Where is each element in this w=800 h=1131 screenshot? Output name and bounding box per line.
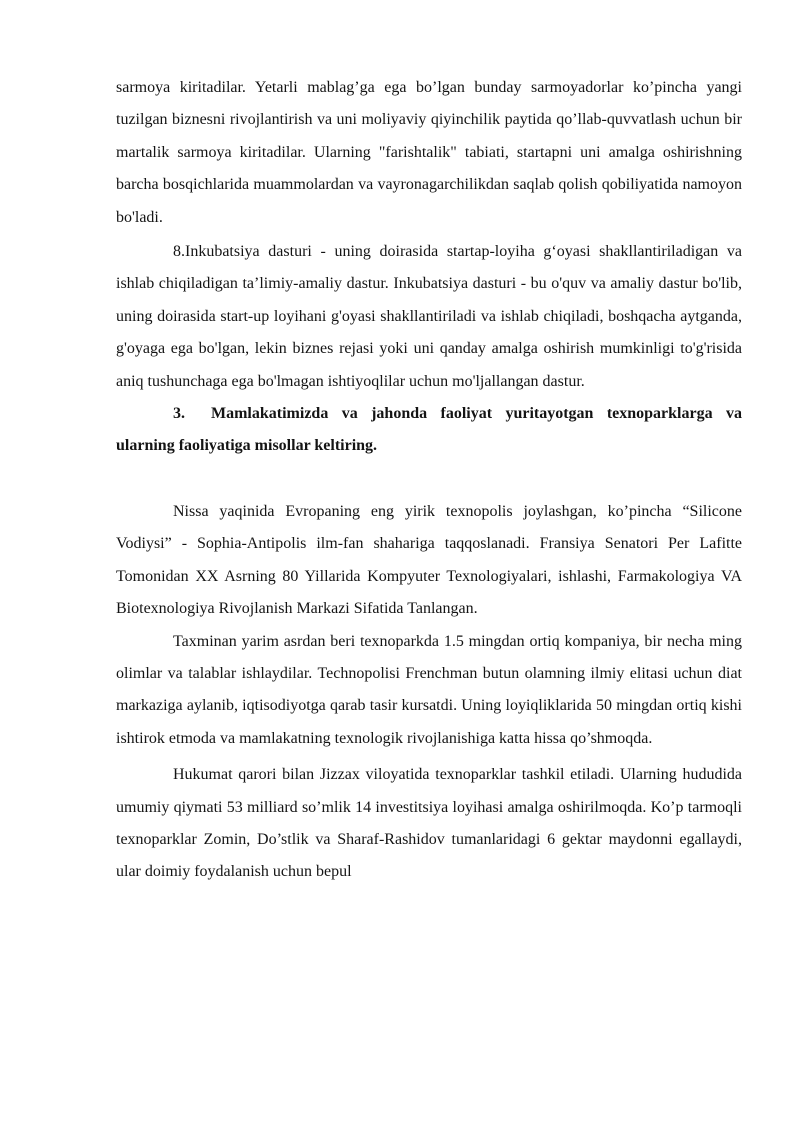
paragraph-incubation-program: 8.Inkubatsiya dasturi - uning doirasida startap-loyiha g‘oyasi shakllantiriladigan va ishlab chiqiladigan ta’limiy-amaliy dastur. Inkubatsiya dasturi - bu o'quv va amaliy dastur bo'lib, uning doirasida start-up loyihani g'oyasi shakllantiriladi va ishlab chiqiladi, boshqacha aytganda, g'oyaga ega bo'lgan, lekin biznes rejasi yoki uni qanday amalga oshirish mumkinligi to'g'risida aniq tushunchaga ega bo'lmagan ishtiyoqlilar uchun mo'ljallangan dastur.	[116, 243, 742, 390]
blank-line	[116, 463, 742, 496]
section-heading	[116, 398, 742, 463]
section-heading-number: 3.	[173, 405, 185, 423]
section-heading-text: Mamlakatimizda va jahonda faoliyat yuritayotgan texnoparklarga va ularning faoliyatiga misollar keltiring.	[116, 405, 742, 455]
document-page	[116, 72, 742, 889]
paragraph-technopark-companies: Taxminan yarim asrdan beri texnoparkda 1.5 mingdan ortiq kompaniya, bir necha ming olimlar va talablar ishlaydilar. Technopolisi Frenchman butun olamning ilmiy elitasi uchun diat markaziga aylanib, iqtisodiyotga qarab tasir kursatdi. Uning loyiqliklarida 50 mingdan ortiq kishi ishtirok etmoda va mamlakatning texnologik rivojlanishiga katta hissa qo’shmoqda.	[116, 632, 742, 747]
paragraph-jizzakh-technoparks: Hukumat qarori bilan Jizzax viloyatida texnoparklar tashkil etiladi. Ularning hududida umumiy qiymati 53 milliard so’mlik 14 investitsiya loyihasi amalga oshirilmoqda. Ko’p tarmoqli texnoparklar Zomin, Do’stlik va Sharaf-Rashidov tumanlaridagi 6 gektar maydonni egallaydi, ular doimiy foydalanish uchun bepul	[116, 766, 742, 881]
paragraph-angel-investors: sarmoya kiritadilar. Yetarli mablag’ga ega bo’lgan bunday sarmoyadorlar ko’pincha yangi tuzilgan biznesni rivojlantirish va uni moliyaviy qiyinchilik paytida qo’llab-quvvatlash uchun bir martalik sarmoya kiritadilar. Ularning "farishtalik" tabiati, startapni uni amalga oshirishning barcha bosqichlarida muammolardan va vayronagarchilikdan saqlab qolish qobiliyatida namoyon bo'ladi.	[116, 79, 742, 226]
paragraph-sophia-antipolis: Nissa yaqinida Evropaning eng yirik texnopolis joylashgan, ko’pincha “Silicone Vodiysi” - Sophia-Antipolis ilm-fan shahariga taqqoslanadi. Fransiya Senatori Per Lafitte Tomonidan XX Asrning 80 Yillarida Kompyuter Texnologiyalari, ishlashi, Farmakologiya VA Biotexnologiya Rivojlanish Markazi Sifatida Tanlangan.	[116, 502, 742, 618]
